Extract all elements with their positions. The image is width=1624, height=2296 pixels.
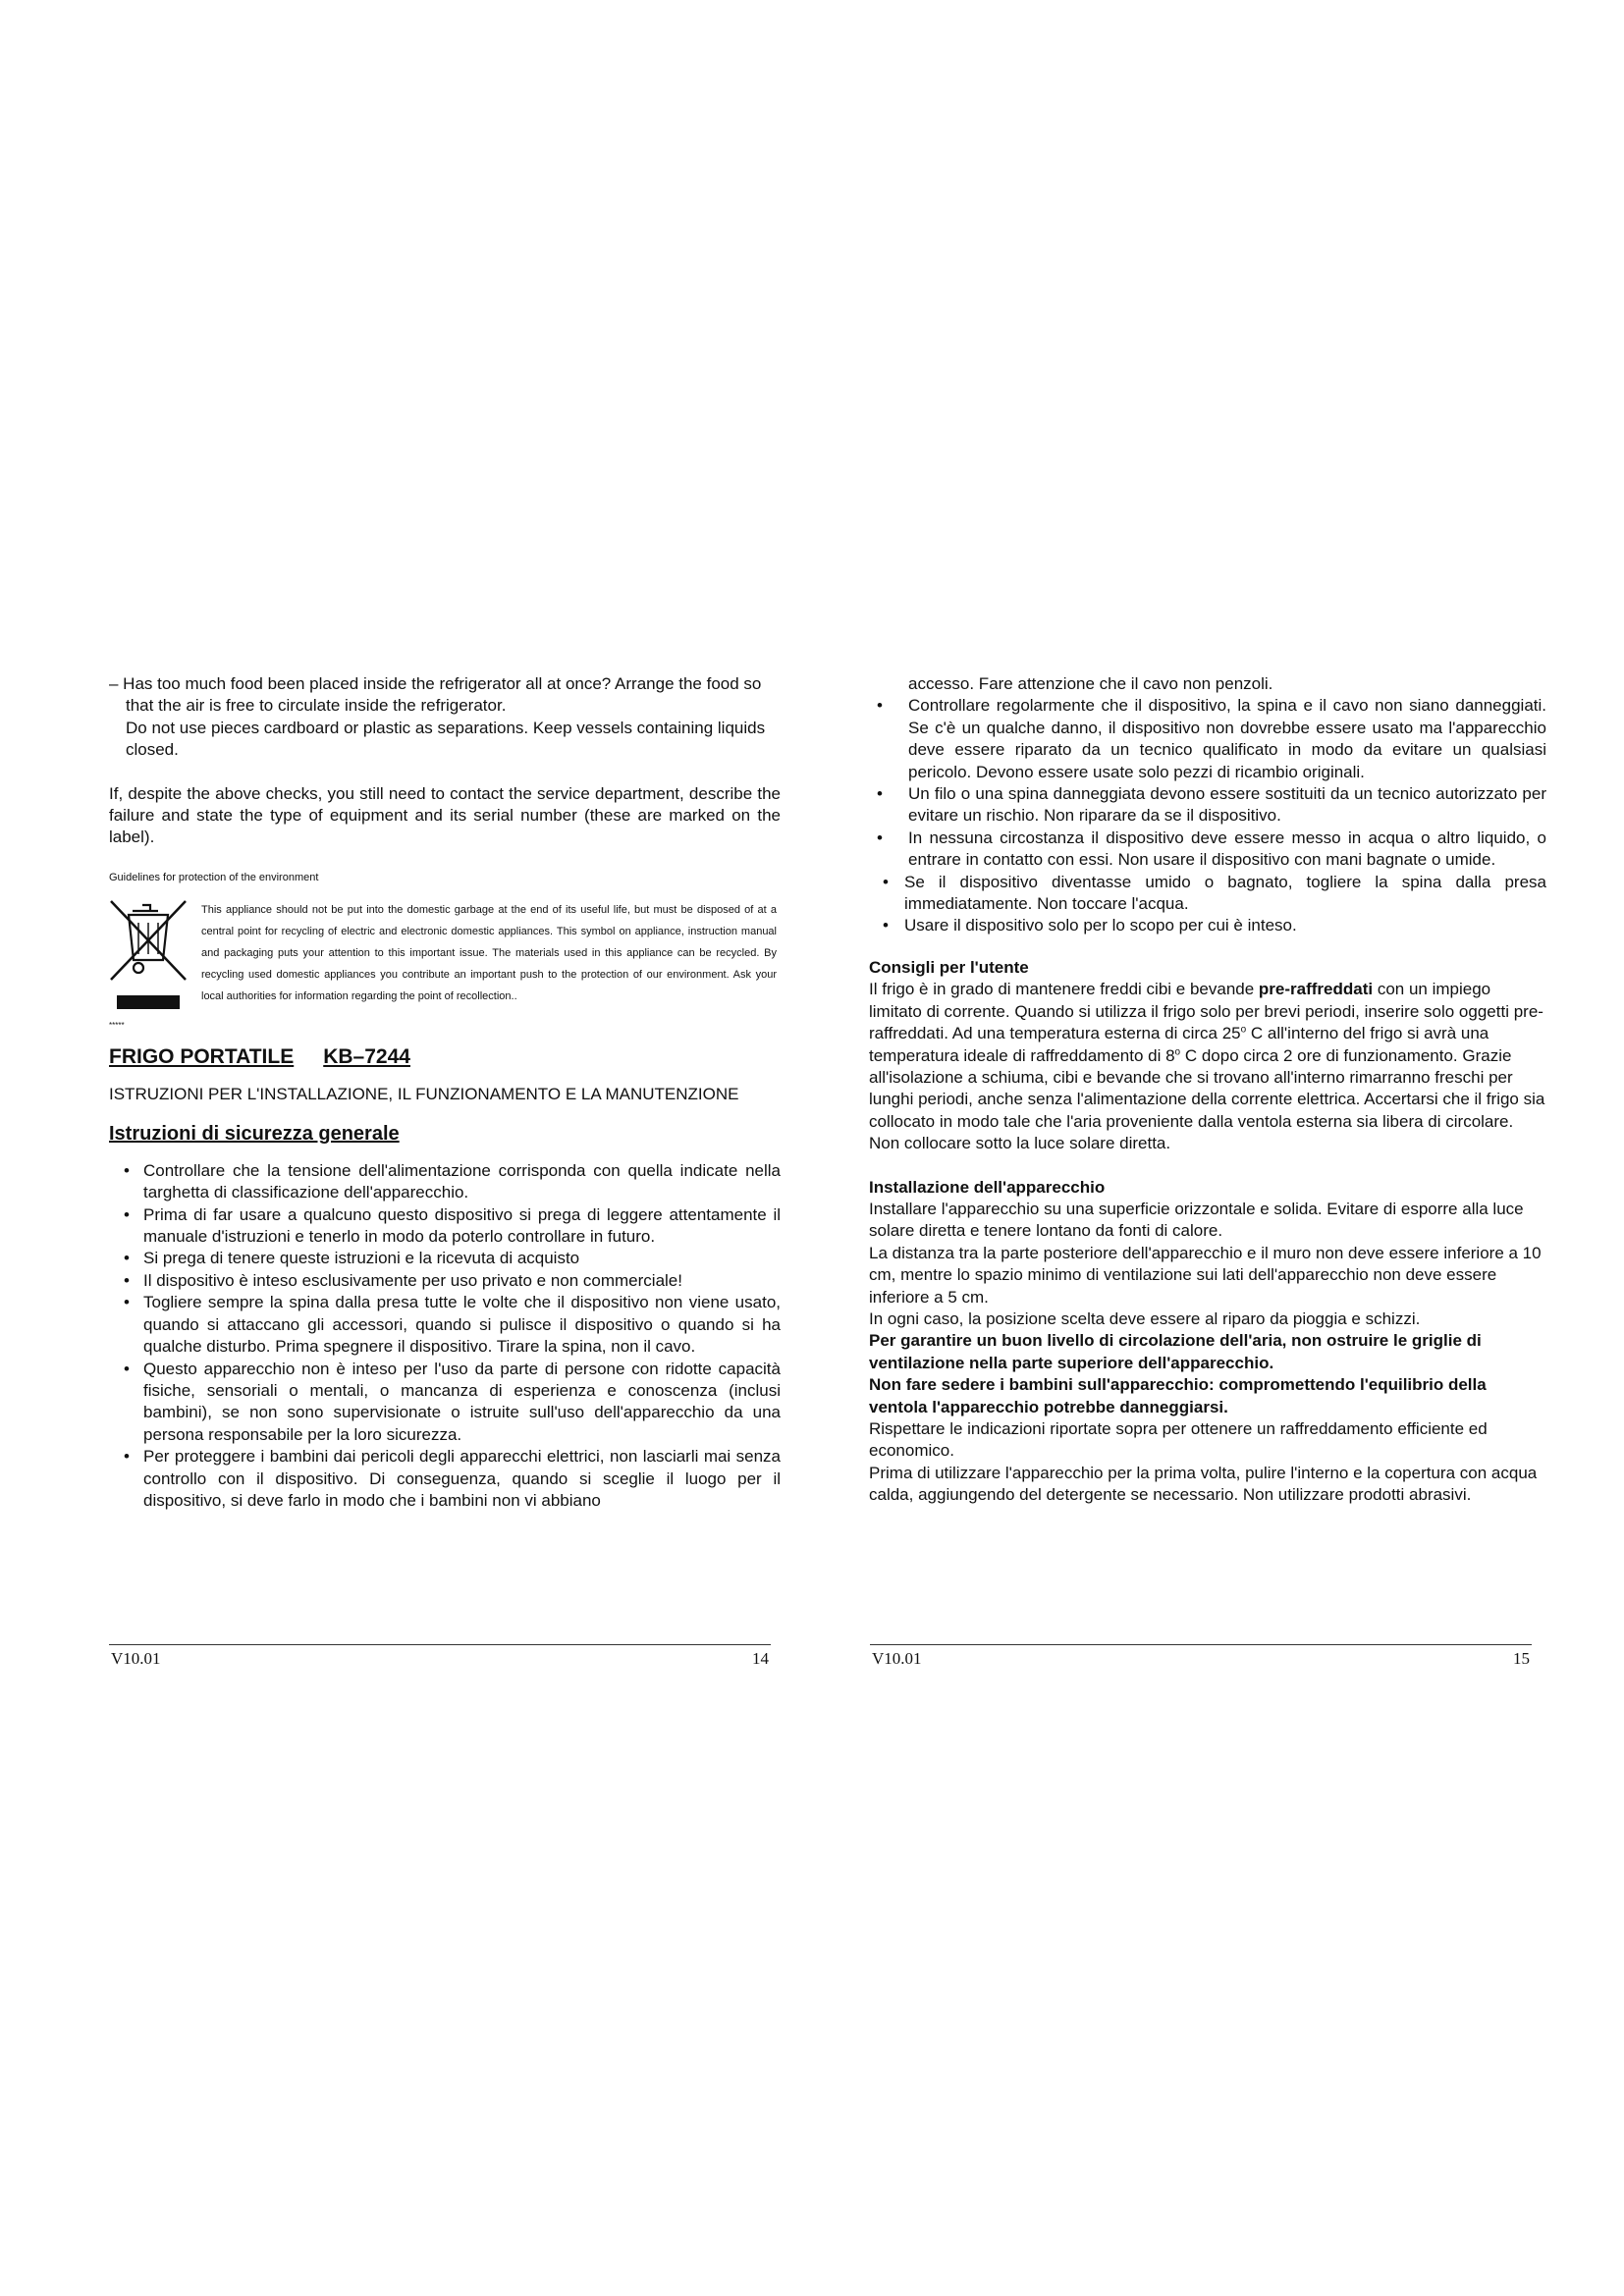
installation-warning: Non fare sedere i bambini sull'apparecchio: compromettendo l'equilibrio della ventola l'apparecchio potrebbe danneggiarsi.	[869, 1375, 1487, 1416]
list-item-text: Si prega di tenere queste istruzioni e la ricevuta di acquisto	[143, 1249, 580, 1268]
installation-warning: Per garantire un buon livello di circolazione dell'aria, non ostruire le griglie di ventilazione nella parte superiore dell'apparecchio.	[869, 1331, 1482, 1372]
list-item	[109, 1292, 781, 1358]
environment-block	[109, 899, 781, 1030]
installation-paragraph: La distanza tra la parte posteriore dell'apparecchio e il muro non deve essere inferiore a 10 cm, mentre lo spazio minimo di ventilazione sui lati dell'apparecchio non deve essere inferiore a 5 cm.	[869, 1243, 1542, 1307]
page-number: 14	[752, 1649, 769, 1668]
user-tips-paragraph	[869, 979, 1546, 1154]
bullet-icon: •	[883, 872, 889, 891]
text-run: Il frigo è in grado di mantenere freddi cibi e bevande	[869, 980, 1259, 999]
version-label: V10.01	[872, 1649, 922, 1668]
user-tips-heading: Consigli per l'utente	[869, 957, 1029, 977]
list-item-text: Se il dispositivo diventasse umido o bagnato, togliere la spina dalla presa immediatamente. Non toccare l'acqua.	[904, 872, 1546, 914]
list-item	[109, 1359, 781, 1447]
page-footer-left	[109, 1644, 771, 1671]
list-item	[869, 872, 1546, 916]
list-item-text: Prima di far usare a qualcuno questo dispositivo si prega di leggere attentamente il manuale d'istruzioni e tenerlo in modo da poterlo controllare in futuro.	[143, 1204, 781, 1247]
installation-paragraph: Rispettare le indicazioni riportate sopra per ottenere un raffreddamento efficiente ed economico.	[869, 1419, 1488, 1461]
list-item	[109, 1270, 781, 1292]
list-item	[869, 828, 1546, 872]
product-title	[109, 1044, 781, 1070]
bullet-icon: •	[124, 1160, 130, 1180]
list-item	[869, 695, 1546, 783]
list-item-text: Controllare che la tensione dell'alimentazione corrisponda con quella indicate nella targhetta di classificazione dell'apparecchio.	[143, 1160, 781, 1202]
page-number: 15	[1513, 1649, 1530, 1668]
safety-bullet-list-continued	[869, 695, 1546, 936]
product-model: KB–7244	[323, 1044, 410, 1068]
bullet-icon: •	[124, 1204, 130, 1224]
bullet-icon: •	[124, 1270, 130, 1290]
bullet-icon: •	[877, 784, 883, 804]
installation-paragraph: Installare l'apparecchio su una superficie orizzontale e solida. Evitare di esporre alla luce solare diretta e tenere lontano da fonti di calore.	[869, 1199, 1524, 1241]
bullet-icon: •	[124, 1293, 130, 1312]
service-paragraph: If, despite the above checks, you still need to contact the service department, describe the failure and state the type of equipment and its serial number (these are marked on the label).	[109, 783, 781, 847]
page-footer-right	[870, 1644, 1532, 1671]
bullet-icon: •	[124, 1447, 130, 1467]
list-item-text: Il dispositivo è inteso esclusivamente per uso privato e non commerciale!	[143, 1270, 682, 1290]
list-item-text: Usare il dispositivo solo per lo scopo per cui è inteso.	[904, 916, 1297, 935]
text-run: con un impiego limitato di corrente. Quando si utilizza il frigo solo per brevi periodi, inserire solo oggetti pre-raffreddati. Ad una temperatura esterna di circa 25	[869, 980, 1543, 1043]
safety-bullet-list	[109, 1160, 781, 1513]
degree-sign: o	[1240, 1024, 1247, 1036]
dash-item-line: Do not use pieces cardboard or plastic as separations. Keep vessels containing liquids closed.	[126, 718, 766, 760]
right-page-column	[869, 673, 1546, 1507]
list-item-text: Questo apparecchio non è inteso per l'uso da parte di persone con ridotte capacità fisiche, sensoriali o mentali, o mancanza di esperienza e conoscenza (inclusi bambini), se non sono supervisionate o istruite sull'uso dell'apparecchio da una persona responsabile per la loro sicurezza.	[143, 1359, 781, 1444]
continued-text: accesso. Fare attenzione che il cavo non penzoli.	[908, 674, 1273, 693]
instructions-subtitle: ISTRUZIONI PER L'INSTALLAZIONE, IL FUNZIONAMENTO E LA MANUTENZIONE	[109, 1084, 739, 1103]
list-item	[869, 783, 1546, 828]
text-run: C dopo circa 2 ore di funzionamento. Grazie all'isolazione a schiuma, cibi e bevande che si trovano all'interno rimarranno freschi per lunghi periodi, anche senza l'alimentazione della corrente elettrica. Accertarsi che il frigo sia collocato in modo tale che l'aria proveniente dalla ventola esterna sia libera di circolare. Non collocare sotto la luce solare diretta.	[869, 1045, 1545, 1153]
safety-section-heading: Istruzioni di sicurezza generale	[109, 1122, 400, 1145]
bullet-icon: •	[883, 916, 889, 935]
bullet-icon: •	[877, 696, 883, 716]
crossed-out-wheelie-bin-icon	[109, 899, 188, 1019]
installation-paragraph: Prima di utilizzare l'apparecchio per la prima volta, pulire l'interno e la copertura con acqua calda, aggiungendo del detergente se necessario. Non utilizzare prodotti abrasivi.	[869, 1463, 1538, 1505]
list-item	[109, 1160, 781, 1204]
text-run: C all'interno del frigo si avrà una temperatura ideale di raffreddamento di 8	[869, 1024, 1489, 1065]
environment-heading: Guidelines for protection of the environment	[109, 871, 319, 883]
product-name: FRIGO PORTATILE	[109, 1044, 295, 1068]
list-item	[109, 1248, 781, 1269]
list-item-text: Per proteggere i bambini dai pericoli degli apparecchi elettrici, non lasciarli mai senza controllo con il dispositivo. Di conseguenza, quando si sceglie il luogo per il dispositivo, si deve farlo in modo che i bambini non vi abbiano	[143, 1447, 781, 1510]
list-item	[869, 915, 1546, 936]
left-page-column	[109, 673, 781, 1512]
bullet-icon: •	[124, 1359, 130, 1378]
bullet-icon: •	[877, 828, 883, 847]
list-item-text: Controllare regolarmente che il dispositivo, la spina e il cavo non siano danneggiati. Se c'è un qualche danno, il dispositivo non dovrebbe essere usato ma l'apparecchio deve essere riparato da un tecnico qualificato in modo da evitare un qualsiasi pericolo. Devono essere usate solo pezzi di ricambio originali.	[908, 696, 1546, 781]
dash-item	[109, 673, 781, 762]
list-item-text: Un filo o una spina danneggiata devono essere sostituiti da un tecnico autorizzato per evitare un rischio. Non riparare da se il dispositivo.	[908, 784, 1546, 826]
bold-text-run: pre-raffreddati	[1258, 980, 1374, 999]
version-label: V10.01	[111, 1649, 161, 1668]
environment-text: This appliance should not be put into the domestic garbage at the end of its useful life, but must be disposed of at a central point for recycling of electric and electronic domestic appliances. This symbol on appliance, instruction manual and packaging puts your attention to this important issue. The materials used in this appliance can be recycled. By recycling used domestic appliances you contribute an important push to the protection of our environment. Ask your local authorities for information regarding the point of recollection..	[201, 903, 777, 1002]
dash-item-line: – Has too much food been placed inside the refrigerator all at once? Arrange the food so that the air is free to circulate inside the refrigerator.	[109, 674, 762, 716]
separator-stars: *****	[109, 1020, 125, 1030]
bullet-icon: •	[124, 1249, 130, 1268]
installation-paragraph: In ogni caso, la posizione scelta deve essere al riparo da pioggia e schizzi.	[869, 1308, 1421, 1328]
list-item-text: Togliere sempre la spina dalla presa tutte le volte che il dispositivo non viene usato, quando si attaccano gli accessori, quando si pulisce il dispositivo o quando si ha qualche disturbo. Prima spegnere il dispositivo. Tirare la spina, non il cavo.	[143, 1293, 781, 1357]
list-item	[109, 1204, 781, 1249]
list-item-text: In nessuna circostanza il dispositivo deve essere messo in acqua o altro liquido, o entrare in contatto con essi. Non usare il dispositivo con mani bagnate o umide.	[908, 828, 1546, 870]
installation-heading: Installazione dell'apparecchio	[869, 1177, 1106, 1197]
list-item	[109, 1446, 781, 1512]
degree-sign: o	[1174, 1045, 1181, 1057]
